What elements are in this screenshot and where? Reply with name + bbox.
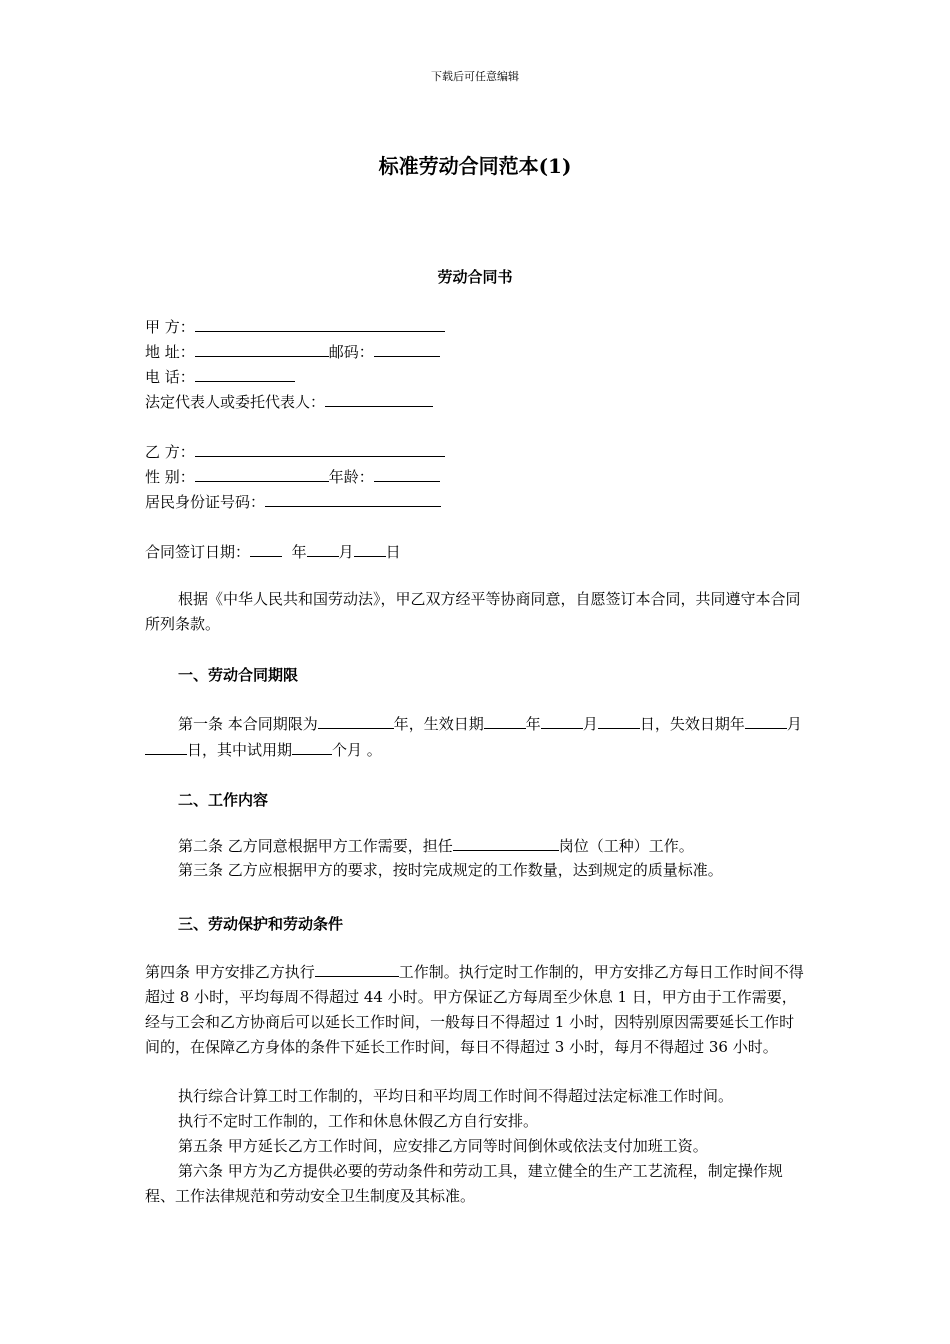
art2-text-b: 岗位（工种）工作。 bbox=[558, 837, 694, 855]
sign-month-blank[interactable] bbox=[307, 539, 339, 557]
article-2 bbox=[145, 833, 807, 859]
sign-date-label: 合同签订日期： bbox=[145, 543, 251, 561]
party-b-id-row bbox=[145, 489, 441, 515]
sign-day-blank[interactable] bbox=[354, 539, 386, 557]
party-b-age-label: 年龄： bbox=[328, 468, 374, 486]
party-b-gender-blank[interactable] bbox=[195, 464, 329, 482]
art1-text-d: 月 bbox=[582, 715, 598, 733]
art1-text-c: 年 bbox=[525, 715, 541, 733]
contract-term-blank[interactable] bbox=[318, 711, 394, 729]
expiry-day-blank[interactable] bbox=[145, 737, 187, 755]
article-3: 第三条 乙方应根据甲方的要求，按时完成规定的工作数量，达到规定的质量标准。 bbox=[178, 861, 723, 879]
sign-year-blank[interactable] bbox=[250, 539, 282, 557]
comprehensive-hours-paragraph: 执行综合计算工时工作制的，平均日和平均周工作时间不得超过法定标准工作时间。 bbox=[178, 1087, 734, 1105]
party-a-rep-blank[interactable] bbox=[325, 389, 433, 407]
contract-subtitle: 劳动合同书 bbox=[437, 268, 513, 286]
sign-date-row bbox=[145, 539, 401, 565]
art1-text-f: 年 bbox=[729, 715, 745, 733]
art1-text-b: 年，生效日期 bbox=[393, 715, 484, 733]
header-note: 下载后可任意编辑 bbox=[431, 70, 519, 83]
article-4 bbox=[145, 959, 807, 1060]
effective-day-blank[interactable] bbox=[598, 711, 640, 729]
flexible-hours-paragraph: 执行不定时工作制的，工作和休息休假乙方自行安排。 bbox=[178, 1112, 539, 1130]
article-6: 第六条 甲方为乙方提供必要的劳动条件和劳动工具，建立健全的生产工艺流程，制定操作规程、工作法律规范和劳动安全卫生制度及其标准。 bbox=[145, 1162, 783, 1205]
party-b-name-blank[interactable] bbox=[195, 439, 445, 457]
sign-year-label: 年 bbox=[291, 543, 307, 561]
probation-blank[interactable] bbox=[292, 737, 332, 755]
party-a-rep-label: 法定代表人或委托代表人： bbox=[145, 393, 326, 411]
party-a-name-row bbox=[145, 314, 445, 340]
party-a-address-row bbox=[145, 339, 440, 365]
party-a-name-blank[interactable] bbox=[195, 314, 445, 332]
party-a-phone-blank[interactable] bbox=[195, 364, 295, 382]
party-a-postcode-label: 邮码： bbox=[328, 343, 374, 361]
document-title: 标准劳动合同范本(1) bbox=[378, 154, 572, 178]
party-b-gender-label: 性 别： bbox=[145, 468, 195, 486]
article-1 bbox=[145, 711, 807, 763]
work-schedule-blank[interactable] bbox=[315, 959, 399, 977]
art1-text-i: 个月 。 bbox=[332, 741, 382, 759]
party-a-phone-row bbox=[145, 364, 295, 390]
party-a-name-label: 甲 方： bbox=[145, 318, 195, 336]
article-5: 第五条 甲方延长乙方工作时间，应安排乙方同等时间倒休或依法支付加班工资。 bbox=[178, 1137, 708, 1155]
art1-text-h: 日，其中试用期 bbox=[187, 741, 293, 759]
party-a-phone-label: 电 话： bbox=[145, 368, 195, 386]
art4-text-b: 工作制。执行定时工作制的，甲方安排乙方每日工作时间不得超过 8 小时，平均每周不得超过 44 小时。甲方保证乙方每周至少休息 1 日，甲方由于工作需要，经与工会和乙方协商后可以延长工作时间，一般每日不得超过 1 小时，因特别原因需要延长工作时间的，在保障乙方身体的条件下延长工作时间，每日不得超过 3 小时，每月不得超过 36 小时。 bbox=[145, 963, 804, 1056]
art2-text-a: 第二条 乙方同意根据甲方工作需要，担任 bbox=[178, 837, 453, 855]
position-blank[interactable] bbox=[453, 833, 559, 851]
party-b-age-blank[interactable] bbox=[374, 464, 440, 482]
section-1-title: 一、劳动合同期限 bbox=[178, 666, 299, 684]
party-a-postcode-blank[interactable] bbox=[374, 339, 440, 357]
party-b-id-blank[interactable] bbox=[265, 489, 441, 507]
party-a-rep-row bbox=[145, 389, 433, 415]
sign-day-label: 日 bbox=[385, 543, 401, 561]
party-b-id-label: 居民身份证号码： bbox=[145, 493, 266, 511]
effective-year-blank[interactable] bbox=[484, 711, 526, 729]
expiry-month-blank[interactable] bbox=[745, 711, 787, 729]
art1-text-e: 日，失效日期 bbox=[639, 715, 730, 733]
intro-paragraph: 根据《中华人民共和国劳动法》，甲乙双方经平等协商同意，自愿签订本合同，共同遵守本合同所列条款。 bbox=[145, 590, 801, 633]
party-a-address-blank[interactable] bbox=[195, 339, 329, 357]
party-b-name-row bbox=[145, 439, 445, 465]
effective-month-blank[interactable] bbox=[541, 711, 583, 729]
party-b-gender-row bbox=[145, 464, 440, 490]
art4-text-a: 第四条 甲方安排乙方执行 bbox=[145, 963, 315, 981]
sign-month-label: 月 bbox=[338, 543, 354, 561]
party-a-address-label: 地 址： bbox=[145, 343, 195, 361]
art1-text-g: 月 bbox=[786, 715, 802, 733]
art1-text-a: 第一条 本合同期限为 bbox=[178, 715, 318, 733]
section-3-title: 三、劳动保护和劳动条件 bbox=[178, 915, 344, 933]
party-b-name-label: 乙 方： bbox=[145, 443, 195, 461]
section-2-title: 二、工作内容 bbox=[178, 791, 269, 809]
